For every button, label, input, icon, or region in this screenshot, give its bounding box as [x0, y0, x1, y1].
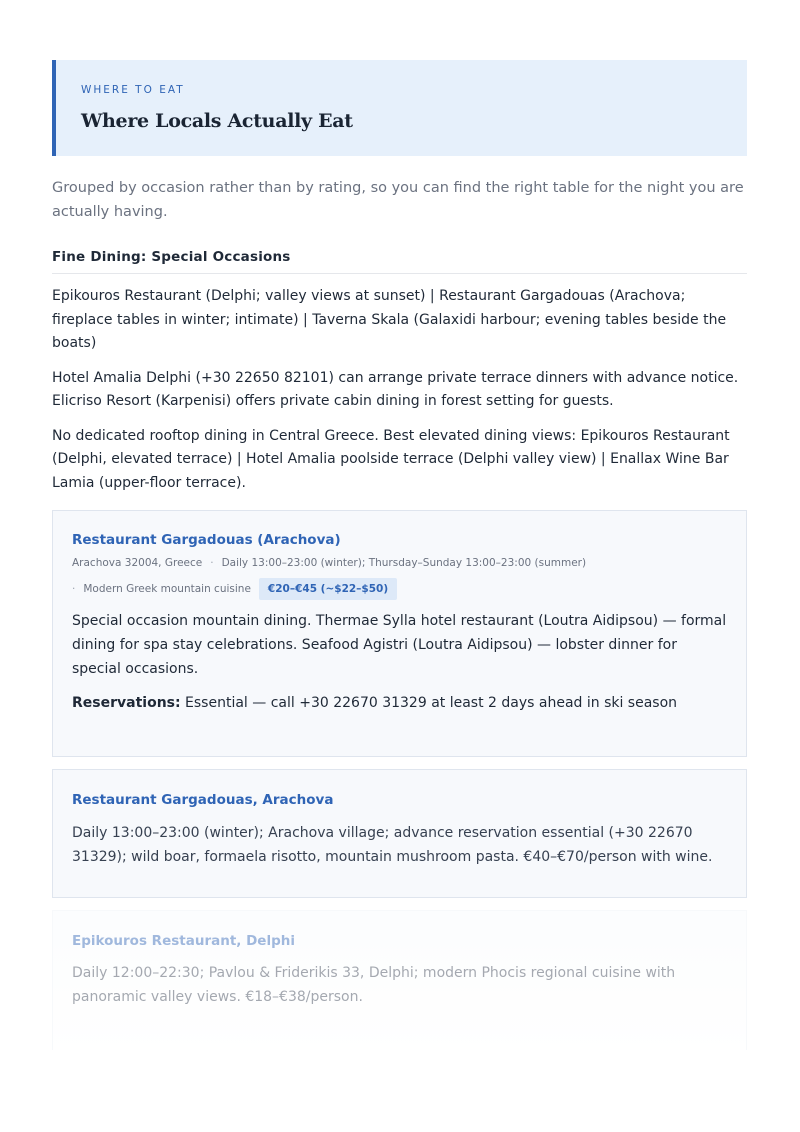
eyebrow-label: WHERE TO EAT [81, 84, 185, 96]
section-heading: Fine Dining: Special Occasions [52, 248, 747, 274]
cuisine-label: Modern Greek mountain cuisine [83, 583, 251, 595]
restaurant-name[interactable]: Epikouros Restaurant, Delphi [72, 933, 295, 949]
restaurant-address: Arachova 32004, Greece [72, 557, 203, 569]
restaurant-description: Special occasion mountain dining. Thermae Sylla hotel restaurant (Loutra Aidipsou) — formal dining for spa stay celebrations. Seafood Agistri (Loutra Aidipsou) — lobster dinner for special occasions. [72, 613, 727, 677]
restaurant-description: Daily 12:00–22:30; Pavlou & Friderikis 33, Delphi; modern Phocis regional cuisine with panoramic valley views. €18–€38/person. [72, 965, 676, 1005]
separator-dot: · [72, 583, 76, 595]
restaurant-card [52, 910, 747, 1050]
paragraph: Epikouros Restaurant (Delphi; valley views at sunset) | Restaurant Gargadouas (Arachova; fireplace tables in winter; intimate) | Taverna Skala (Galaxidi harbour; evening tables beside the boats) [52, 288, 727, 351]
price-badge: €20–€45 (~$22–$50) [259, 578, 397, 600]
restaurant-meta [72, 556, 727, 570]
separator-dot: · [210, 557, 214, 569]
restaurant-name[interactable]: Restaurant Gargadouas, Arachova [72, 792, 334, 808]
paragraph: No dedicated rooftop dining in Central Greece. Best elevated dining views: Epikouros Restaurant (Delphi, elevated terrace) | Hotel Amalia poolside terrace (Delphi valley view) | Enallax Wine Bar Lamia (upper-floor terrace). [52, 427, 730, 491]
reservation-text: Essential — call +30 22670 31329 at least 2 days ahead in ski season [185, 695, 678, 711]
restaurant-card [52, 769, 747, 898]
reservation-label: Reservations: [72, 695, 181, 711]
reservation-note [72, 693, 727, 713]
restaurant-card [52, 510, 747, 757]
page-title: Where Locals Actually Eat [81, 110, 353, 132]
page-content [52, 60, 747, 1050]
restaurant-tags [72, 578, 727, 600]
intro-text: Grouped by occasion rather than by rating, so you can find the right table for the night you are actually having. [52, 180, 744, 220]
restaurant-description: Daily 13:00–23:00 (winter); Arachova village; advance reservation essential (+30 22670 31329); wild boar, formaela risotto, mountain mushroom pasta. €40–€70/person with wine. [72, 825, 713, 865]
restaurant-name[interactable]: Restaurant Gargadouas (Arachova) [72, 532, 341, 548]
paragraph: Hotel Amalia Delphi (+30 22650 82101) can arrange private terrace dinners with advance notice. Elicriso Resort (Karpenisi) offers private cabin dining in forest setting for guests. [52, 369, 739, 409]
section-header [52, 60, 747, 156]
restaurant-hours: Daily 13:00–23:00 (winter); Thursday–Sunday 13:00–23:00 (summer) [221, 557, 587, 569]
